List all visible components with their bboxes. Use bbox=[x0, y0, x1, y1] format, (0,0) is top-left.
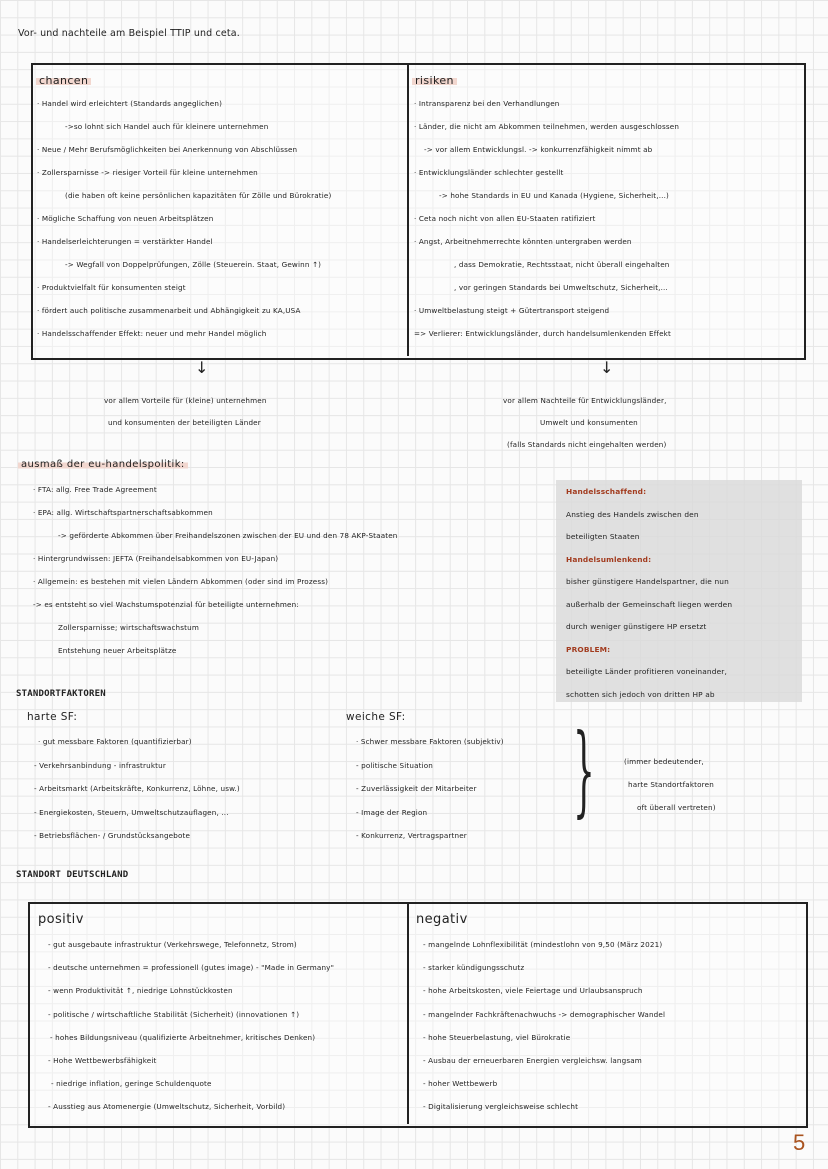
summary-line: Umwelt und konsumenten bbox=[540, 418, 638, 427]
sidebox-line: schotten sich jedoch von dritten HP ab bbox=[566, 689, 715, 699]
chancen-item: · Neue / Mehr Berufsmöglichkeiten bei Anerkennung von Abschlüssen bbox=[37, 145, 298, 154]
summary-line: vor allem Vorteile für (kleine) unternehmen bbox=[104, 396, 267, 405]
page-title: Vor- und nachteile am Beispiel TTIP und ceta. bbox=[18, 28, 240, 39]
curly-brace-icon: } bbox=[573, 714, 595, 828]
ausmass-item: · Allgemein: es bestehen mit vielen Ländern Abkommen (oder sind im Prozess) bbox=[33, 577, 329, 586]
ausmass-heading: ausmaß der eu-handelspolitik: bbox=[18, 460, 188, 470]
negativ-item: - hohe Arbeitskosten, viele Feiertage und Urlaubsanspruch bbox=[423, 986, 643, 996]
positiv-heading: positiv bbox=[38, 912, 84, 927]
down-arrow-icon: ↓ bbox=[195, 358, 209, 377]
weiche-item: - politische Situation bbox=[356, 760, 434, 770]
sidebox-line: Handelsschaffend: bbox=[566, 487, 647, 496]
down-arrow-icon: ↓ bbox=[600, 358, 614, 377]
sidebox-line: beteiligte Länder profitieren voneinander, bbox=[566, 667, 727, 676]
note-line: harte Standortfaktoren bbox=[628, 780, 714, 789]
chancen-item: · Handel wird erleichtert (Standards angeglichen) bbox=[37, 99, 223, 108]
risiken-item: · Ceta noch nicht von allen EU-Staaten ratifiziert bbox=[414, 214, 596, 223]
negativ-item: - Digitalisierung vergleichsweise schlecht bbox=[423, 1102, 579, 1112]
positiv-item: - politische / wirtschaftliche Stabilität (Sicherheit) (innovationen ↑) bbox=[48, 1009, 300, 1019]
negativ-heading: negativ bbox=[416, 912, 468, 927]
sidebox-line: Anstieg des Handels zwischen den bbox=[566, 509, 699, 519]
ausmass-item: · FTA: allg. Free Trade Agreement bbox=[33, 485, 157, 494]
weiche-item: - Konkurrenz, Vertragspartner bbox=[356, 831, 467, 840]
harte-item: · gut messbare Faktoren (quantifizierbar) bbox=[38, 737, 192, 746]
harte-item: - Energiekosten, Steuern, Umweltschutzauflagen, ... bbox=[34, 807, 229, 817]
page-number: 5 bbox=[793, 1130, 806, 1155]
deutschland-heading: STANDORT DEUTSCHLAND bbox=[16, 870, 129, 880]
harte-item: - Arbeitsmarkt (Arbeitskräfte, Konkurrenz, Löhne, usw.) bbox=[34, 784, 240, 793]
negativ-item: - mangelnder Fachkräftenachwuchs -> demographischer Wandel bbox=[423, 1009, 666, 1019]
negativ-item: - hoher Wettbewerb bbox=[423, 1079, 498, 1089]
sidebox-line: beteiligten Staaten bbox=[566, 532, 640, 541]
ausmass-item: · Hintergrundwissen: JEFTA (Freihandelsabkommen von EU-Japan) bbox=[33, 554, 279, 563]
note-line: (immer bedeutender, bbox=[624, 757, 704, 766]
positiv-item: - Ausstieg aus Atomenergie (Umweltschutz, Sicherheit, Vorbild) bbox=[48, 1102, 286, 1112]
risiken-heading: risiken bbox=[412, 75, 457, 86]
positiv-item: - deutsche unternehmen = professionell (gutes image) - "Made in Germany" bbox=[48, 963, 335, 973]
table-divider bbox=[407, 64, 409, 356]
sidebox-line: durch weniger günstigere HP ersetzt bbox=[566, 622, 707, 631]
sidebox-line: PROBLEM: bbox=[566, 644, 611, 654]
risiken-item: -> vor allem Entwicklungsl. -> konkurrenzfähigkeit nimmt ab bbox=[424, 145, 653, 154]
ausmass-item: · EPA: allg. Wirtschaftspartnerschaftsabkommen bbox=[33, 508, 213, 517]
negativ-item: - mangelnde Lohnflexibilität (mindestlohn von 9,50 (März 2021) bbox=[423, 940, 663, 949]
risiken-item: · Angst, Arbeitnehmerrechte könnten untergraben werden bbox=[414, 237, 632, 246]
standortfaktoren-heading: STANDORTFAKTOREN bbox=[16, 689, 106, 699]
risiken-item: , dass Demokratie, Rechtsstaat, nicht überall eingehalten bbox=[454, 260, 670, 269]
table-divider bbox=[407, 903, 409, 1124]
chancen-item: (die haben oft keine persönlichen kapazitäten für Zölle und Bürokratie) bbox=[65, 191, 332, 200]
chancen-item: · Handelsschaffender Effekt: neuer und mehr Handel möglich bbox=[37, 329, 267, 338]
ausmass-item: -> geförderte Abkommen über Freihandelszonen zwischen der EU und den 78 AKP-Staaten bbox=[58, 531, 398, 540]
summary-line: vor allem Nachteile für Entwicklungsländer, bbox=[503, 396, 667, 405]
chancen-heading: chancen bbox=[36, 75, 91, 86]
weiche-item: · Schwer messbare Faktoren (subjektiv) bbox=[356, 737, 504, 746]
chancen-item: ->so lohnt sich Handel auch für kleinere unternehmen bbox=[65, 122, 269, 131]
weiche-item: - Image der Region bbox=[356, 807, 428, 817]
risiken-item: · Länder, die nicht am Abkommen teilnehmen, werden ausgeschlossen bbox=[414, 122, 680, 131]
negativ-item: - hohe Steuerbelastung, viel Bürokratie bbox=[423, 1032, 571, 1042]
risiken-item: -> hohe Standards in EU und Kanada (Hygiene, Sicherheit,...) bbox=[439, 191, 669, 200]
risiken-item: · Intransparenz bei den Verhandlungen bbox=[414, 99, 560, 108]
chancen-item: -> Wegfall von Doppelprüfungen, Zölle (Steuerein. Staat, Gewinn ↑) bbox=[65, 260, 322, 269]
sidebox-line: Handelsumlenkend: bbox=[566, 554, 652, 564]
negativ-item: - Ausbau der erneuerbaren Energien vergleichsw. langsam bbox=[423, 1056, 642, 1065]
risiken-item: , vor geringen Standards bei Umweltschutz, Sicherheit,... bbox=[454, 283, 668, 292]
ausmass-item: -> es entsteht so viel Wachstumspotenzial für beteiligte unternehmen: bbox=[33, 600, 299, 609]
chancen-item: · Handelserleichterungen = verstärkter Handel bbox=[37, 237, 213, 246]
sidebox-line: außerhalb der Gemeinschaft liegen werden bbox=[566, 599, 733, 609]
risiken-item: · Umweltbelastung steigt + Gütertransport steigend bbox=[414, 306, 610, 315]
chancen-item: · Zollersparnisse -> riesiger Vorteil für kleine unternehmen bbox=[37, 168, 258, 177]
weiche-sf-heading: weiche SF: bbox=[346, 711, 406, 723]
risiken-item: => Verlierer: Entwicklungsländer, durch handelsumlenkenden Effekt bbox=[414, 329, 671, 338]
ausmass-item: Entstehung neuer Arbeitsplätze bbox=[58, 646, 177, 655]
positiv-item: - gut ausgebaute infrastruktur (Verkehrswege, Telefonnetz, Strom) bbox=[48, 940, 297, 949]
positiv-item: - Hohe Wettbewerbsfähigkeit bbox=[48, 1056, 157, 1065]
positiv-item: - hohes Bildungsniveau (qualifizierte Arbeitnehmer, kritisches Denken) bbox=[50, 1032, 316, 1042]
negativ-item: - starker kündigungsschutz bbox=[423, 963, 525, 973]
positiv-item: - wenn Produktivität ↑, niedrige Lohnstückkosten bbox=[48, 986, 233, 996]
sidebox-line: bisher günstigere Handelspartner, die nun bbox=[566, 577, 729, 586]
summary-line: und konsumenten der beteiligten Länder bbox=[108, 418, 261, 427]
note-line: oft überall vertreten) bbox=[637, 803, 716, 812]
chancen-item: · Produktvielfalt für konsumenten steigt bbox=[37, 283, 186, 292]
positiv-item: - niedrige inflation, geringe Schuldenquote bbox=[51, 1079, 212, 1089]
summary-line: (falls Standards nicht eingehalten werden) bbox=[507, 440, 667, 449]
harte-item: - Betriebsflächen- / Grundstücksangebote bbox=[34, 831, 191, 840]
weiche-item: - Zuverlässigkeit der Mitarbeiter bbox=[356, 784, 477, 793]
chancen-item: · fördert auch politische zusammenarbeit und Abhängigkeit zu KA,USA bbox=[37, 306, 301, 315]
ausmass-item: Zollersparnisse; wirtschaftswachstum bbox=[58, 623, 199, 632]
harte-sf-heading: harte SF: bbox=[27, 711, 78, 723]
risiken-item: · Entwicklungsländer schlechter gestellt bbox=[414, 168, 564, 177]
chancen-item: · Mögliche Schaffung von neuen Arbeitsplätzen bbox=[37, 214, 214, 223]
harte-item: - Verkehrsanbindung - infrastruktur bbox=[34, 760, 166, 770]
